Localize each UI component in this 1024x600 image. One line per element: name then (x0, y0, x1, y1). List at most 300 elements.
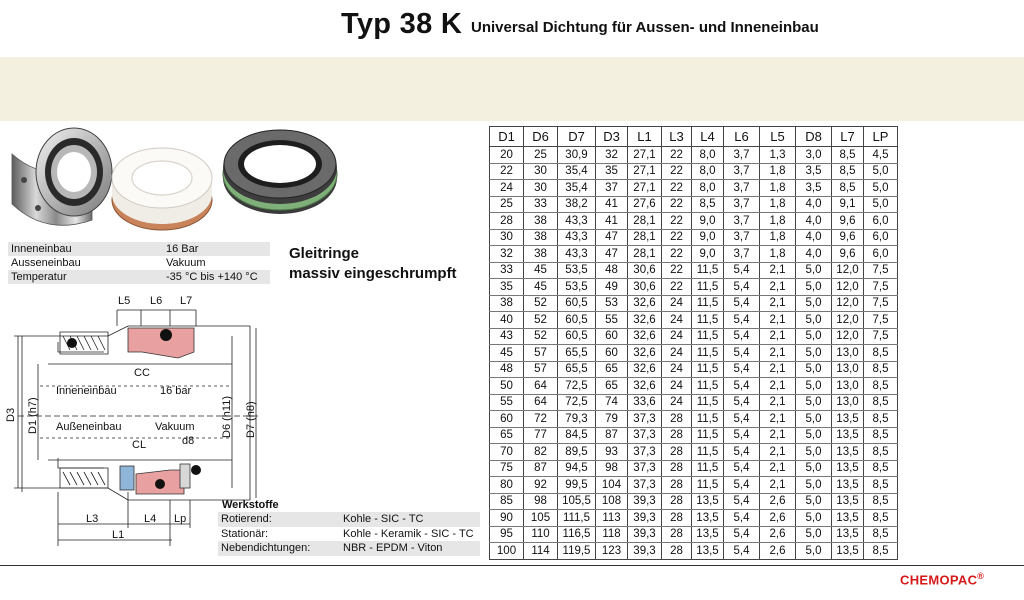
table-cell: 22 (662, 163, 692, 180)
table-cell: 13,5 (692, 493, 724, 510)
werkstoffe-label: Stationär: (221, 527, 269, 540)
table-cell: 24 (490, 180, 524, 197)
table-cell: 8,5 (864, 361, 898, 378)
table-cell: 38 (524, 213, 558, 230)
seal-photo-oring (220, 128, 340, 218)
table-cell: 8,5 (832, 180, 864, 197)
table-cell: 27,1 (628, 147, 662, 164)
table-cell: 116,5 (558, 526, 596, 543)
table-cell: 2,1 (760, 312, 796, 329)
table-cell: 9,1 (832, 196, 864, 213)
table-cell: 2,6 (760, 526, 796, 543)
table-cell: 32,6 (628, 312, 662, 329)
table-cell: 9,0 (692, 213, 724, 230)
table-cell: 12,0 (832, 262, 864, 279)
table-cell: 6,0 (864, 246, 898, 263)
column-header-d8: D8 (796, 127, 832, 147)
table-cell: 2,6 (760, 510, 796, 527)
seal-photo-ceramic (106, 134, 218, 234)
table-cell: 5,4 (724, 543, 760, 560)
label-l6: L6 (150, 295, 163, 307)
brand-logo (900, 571, 984, 587)
table-cell: 5,0 (796, 279, 832, 296)
table-cell: 8,5 (864, 477, 898, 494)
table-cell: 22 (662, 196, 692, 213)
column-header-d3: D3 (596, 127, 628, 147)
table-cell: 79,3 (558, 411, 596, 428)
table-cell: 11,5 (692, 477, 724, 494)
table-cell: 37,3 (628, 477, 662, 494)
table-cell: 8,5 (864, 444, 898, 461)
table-cell: 8,5 (864, 460, 898, 477)
table-cell: 28 (662, 477, 692, 494)
table-row (490, 378, 898, 395)
table-cell: 5,0 (864, 163, 898, 180)
table-cell: 8,5 (864, 427, 898, 444)
table-cell: 28,1 (628, 213, 662, 230)
table-cell: 5,0 (796, 543, 832, 560)
table-cell: 65,5 (558, 361, 596, 378)
table-cell: 5,4 (724, 262, 760, 279)
table-cell: 60,5 (558, 295, 596, 312)
table-cell: 33 (490, 262, 524, 279)
table-cell: 5,4 (724, 328, 760, 345)
table-row (490, 229, 898, 246)
table-cell: 13,5 (832, 477, 864, 494)
table-cell: 3,7 (724, 246, 760, 263)
table-cell: 22 (662, 147, 692, 164)
table-cell: 5,0 (864, 180, 898, 197)
table-cell: 5,4 (724, 411, 760, 428)
table-cell: 113 (596, 510, 628, 527)
table-cell: 79 (596, 411, 628, 428)
table-cell: 27,1 (628, 180, 662, 197)
table-cell: 3,7 (724, 196, 760, 213)
table-cell: 123 (596, 543, 628, 560)
spec-row (8, 270, 270, 284)
table-cell: 12,0 (832, 295, 864, 312)
table-cell: 75 (490, 460, 524, 477)
table-cell: 30 (524, 163, 558, 180)
spec-value: Vakuum (166, 257, 206, 269)
table-cell: 52 (524, 295, 558, 312)
table-cell: 11,5 (692, 427, 724, 444)
gleitringe-line-2: massiv eingeschrumpft (289, 265, 457, 282)
label-d3: D3 (5, 407, 17, 422)
table-row (490, 493, 898, 510)
table-cell: 37 (596, 180, 628, 197)
table-cell: 5,4 (724, 361, 760, 378)
table-cell: 4,0 (796, 229, 832, 246)
table-cell: 13,5 (692, 543, 724, 560)
table-cell: 8,5 (864, 411, 898, 428)
table-cell: 1,8 (760, 246, 796, 263)
table-cell: 8,5 (864, 493, 898, 510)
table-cell: 5,4 (724, 312, 760, 329)
table-cell: 1,3 (760, 147, 796, 164)
table-cell: 5,0 (796, 477, 832, 494)
table-cell: 9,6 (832, 229, 864, 246)
table-cell: 32 (490, 246, 524, 263)
table-row (490, 543, 898, 560)
spec-value: 16 Bar (163, 242, 270, 256)
label-l1: L1 (112, 529, 125, 541)
table-cell: 11,5 (692, 328, 724, 345)
table-cell: 2,6 (760, 493, 796, 510)
label-lp: Lp (174, 513, 187, 525)
table-cell: 32,6 (628, 328, 662, 345)
table-cell: 32,6 (628, 345, 662, 362)
table-cell: 5,0 (796, 394, 832, 411)
table-cell: 60 (596, 328, 628, 345)
label-l4: L4 (144, 513, 157, 525)
table-cell: 13,0 (832, 345, 864, 362)
table-cell: 2,1 (760, 345, 796, 362)
table-cell: 30,6 (628, 279, 662, 296)
label-vakuum: Vakuum (155, 421, 195, 433)
label-l3: L3 (86, 513, 99, 525)
table-cell: 2,1 (760, 411, 796, 428)
column-header-l6: L6 (724, 127, 760, 147)
werkstoffe-label: Nebendichtungen: (218, 541, 340, 556)
table-cell: 6,0 (864, 229, 898, 246)
table-cell: 13,5 (832, 444, 864, 461)
table-cell: 8,5 (864, 345, 898, 362)
table-cell: 2,1 (760, 477, 796, 494)
pin (180, 464, 190, 488)
table-cell: 24 (662, 328, 692, 345)
column-header-d7: D7 (558, 127, 596, 147)
table-cell: 60,5 (558, 312, 596, 329)
table-cell: 64 (524, 378, 558, 395)
table-row (490, 147, 898, 164)
table-cell: 3,0 (796, 147, 832, 164)
table-cell: 13,5 (832, 526, 864, 543)
label-cc: CC (134, 367, 150, 379)
column-header-d1: D1 (490, 127, 524, 147)
table-cell: 2,1 (760, 460, 796, 477)
table-cell: 8,0 (692, 180, 724, 197)
table-cell: 22 (662, 262, 692, 279)
label-d7: D7 (h8) (245, 401, 257, 438)
table-cell: 93 (596, 444, 628, 461)
table-cell: 3,7 (724, 180, 760, 197)
table-cell: 57 (524, 361, 558, 378)
table-cell: 65 (596, 378, 628, 395)
page-subtitle: Universal Dichtung für Aussen- und Inneneinbau (471, 19, 819, 36)
table-cell: 9,0 (692, 246, 724, 263)
table-row (490, 295, 898, 312)
table-cell: 6,0 (864, 213, 898, 230)
table-cell: 25 (524, 147, 558, 164)
table-cell: 38,2 (558, 196, 596, 213)
label-d6: D6 (h11) (221, 396, 233, 438)
table-cell: 7,5 (864, 312, 898, 329)
table-cell: 24 (662, 345, 692, 362)
table-cell: 111,5 (558, 510, 596, 527)
spec-label: Ausseneinbau (11, 257, 81, 269)
table-cell: 72 (524, 411, 558, 428)
title-row (0, 0, 1024, 57)
table-cell: 43,3 (558, 229, 596, 246)
table-cell: 5,4 (724, 378, 760, 395)
table-cell: 47 (596, 246, 628, 263)
table-cell: 38 (524, 246, 558, 263)
table-cell: 37,3 (628, 411, 662, 428)
table-cell: 57 (524, 345, 558, 362)
table-cell: 5,0 (864, 196, 898, 213)
table-cell: 5,0 (796, 262, 832, 279)
table-cell: 4,0 (796, 213, 832, 230)
table-cell: 5,4 (724, 510, 760, 527)
table-cell: 9,0 (692, 229, 724, 246)
table-cell: 55 (596, 312, 628, 329)
table-cell: 53 (596, 295, 628, 312)
table-cell: 94,5 (558, 460, 596, 477)
table-cell: 99,5 (558, 477, 596, 494)
table-cell: 48 (596, 262, 628, 279)
table-cell: 5,4 (724, 279, 760, 296)
table-cell: 5,0 (796, 312, 832, 329)
table-cell: 2,1 (760, 394, 796, 411)
table-cell: 95 (490, 526, 524, 543)
column-header-l7: L7 (832, 127, 864, 147)
table-cell: 22 (662, 180, 692, 197)
table-cell: 60 (490, 411, 524, 428)
table-cell: 37,3 (628, 460, 662, 477)
table-cell: 11,5 (692, 378, 724, 395)
table-cell: 12,0 (832, 328, 864, 345)
table-cell: 5,0 (796, 411, 832, 428)
table-cell: 38 (524, 229, 558, 246)
table-cell: 11,5 (692, 444, 724, 461)
table-cell: 2,1 (760, 279, 796, 296)
werkstoffe-table (218, 512, 480, 556)
table-cell: 5,0 (796, 444, 832, 461)
table-cell: 7,5 (864, 328, 898, 345)
spec-label: Inneneinbau (8, 242, 163, 256)
dimension-table (489, 126, 898, 560)
table-cell: 5,4 (724, 345, 760, 362)
table-cell: 2,6 (760, 543, 796, 560)
table-cell: 37,3 (628, 444, 662, 461)
table-cell: 9,6 (832, 213, 864, 230)
table-cell: 35 (596, 163, 628, 180)
table-cell: 60 (596, 345, 628, 362)
table-cell: 5,4 (724, 444, 760, 461)
table-cell: 40 (490, 312, 524, 329)
table-row (490, 460, 898, 477)
table-row (490, 312, 898, 329)
table-cell: 72,5 (558, 378, 596, 395)
header-band (0, 57, 1024, 121)
table-cell: 28 (662, 427, 692, 444)
table-cell: 80 (490, 477, 524, 494)
table-cell: 2,1 (760, 262, 796, 279)
table-row (490, 345, 898, 362)
table-cell: 35 (490, 279, 524, 296)
table-cell: 11,5 (692, 312, 724, 329)
table-cell: 13,5 (832, 493, 864, 510)
table-cell: 77 (524, 427, 558, 444)
table-cell: 118 (596, 526, 628, 543)
spec-row (8, 256, 270, 270)
table-row (490, 526, 898, 543)
table-cell: 32,6 (628, 378, 662, 395)
table-cell: 5,4 (724, 295, 760, 312)
table-cell: 60,5 (558, 328, 596, 345)
table-cell: 5,0 (796, 493, 832, 510)
table-row (490, 196, 898, 213)
table-cell: 105,5 (558, 493, 596, 510)
table-cell: 3,5 (796, 180, 832, 197)
table-cell: 5,0 (796, 460, 832, 477)
table-cell: 5,0 (796, 427, 832, 444)
table-cell: 30 (524, 180, 558, 197)
table-cell: 13,5 (692, 510, 724, 527)
table-cell: 3,7 (724, 229, 760, 246)
table-cell: 8,5 (864, 394, 898, 411)
spec-row (8, 242, 270, 256)
table-cell: 13,5 (832, 510, 864, 527)
table-row (490, 361, 898, 378)
werkstoffe-row (218, 541, 480, 556)
table-row (490, 180, 898, 197)
table-cell: 30 (490, 229, 524, 246)
table-cell: 28 (490, 213, 524, 230)
werkstoffe-value: NBR - EPDM - Viton (340, 541, 480, 556)
table-cell: 4,0 (796, 196, 832, 213)
table-cell: 105 (524, 510, 558, 527)
table-cell: 52 (524, 328, 558, 345)
table-cell: 8,5 (832, 163, 864, 180)
seal-photo-steel (6, 124, 118, 239)
table-cell: 1,8 (760, 213, 796, 230)
table-cell: 53,5 (558, 262, 596, 279)
table-cell: 27,6 (628, 196, 662, 213)
table-cell: 24 (662, 361, 692, 378)
table-cell: 8,5 (864, 510, 898, 527)
table-cell: 28 (662, 411, 692, 428)
table-cell: 7,5 (864, 295, 898, 312)
table-cell: 13,0 (832, 361, 864, 378)
column-header-l5: L5 (760, 127, 796, 147)
table-cell: 119,5 (558, 543, 596, 560)
table-cell: 47 (596, 229, 628, 246)
table-cell: 13,5 (832, 427, 864, 444)
table-cell: 5,4 (724, 477, 760, 494)
label-d1: D1 (h7) (27, 397, 39, 434)
footer-divider (0, 565, 1024, 566)
table-cell: 12,0 (832, 279, 864, 296)
table-cell: 30,9 (558, 147, 596, 164)
table-cell: 89,5 (558, 444, 596, 461)
table-cell: 98 (596, 460, 628, 477)
table-cell: 35,4 (558, 180, 596, 197)
table-cell: 65 (490, 427, 524, 444)
table-cell: 28 (662, 543, 692, 560)
table-cell: 43,3 (558, 246, 596, 263)
table-cell: 48 (490, 361, 524, 378)
table-cell: 22 (662, 213, 692, 230)
table-row (490, 411, 898, 428)
table-cell: 13,5 (832, 460, 864, 477)
table-cell: 3,7 (724, 147, 760, 164)
table-cell: 28 (662, 444, 692, 461)
table-row (490, 246, 898, 263)
table-cell: 3,7 (724, 213, 760, 230)
table-cell: 11,5 (692, 345, 724, 362)
label-l7: L7 (180, 295, 193, 307)
table-cell: 2,1 (760, 328, 796, 345)
table-cell: 3,5 (796, 163, 832, 180)
table-cell: 1,8 (760, 229, 796, 246)
table-cell: 90 (490, 510, 524, 527)
spec-label: Temperatur (8, 270, 163, 284)
dimension-header-row (490, 127, 898, 147)
table-cell: 33,6 (628, 394, 662, 411)
table-cell: 33 (524, 196, 558, 213)
column-header-lp: LP (864, 127, 898, 147)
table-cell: 49 (596, 279, 628, 296)
table-cell: 8,5 (864, 543, 898, 560)
table-cell: 24 (662, 378, 692, 395)
table-cell: 85 (490, 493, 524, 510)
table-cell: 37,3 (628, 427, 662, 444)
table-cell: 24 (662, 394, 692, 411)
table-cell: 4,0 (796, 246, 832, 263)
table-cell: 27,1 (628, 163, 662, 180)
table-cell: 11,5 (692, 295, 724, 312)
table-cell: 22 (662, 279, 692, 296)
table-cell: 13,0 (832, 378, 864, 395)
gleitringe-note (289, 244, 457, 284)
table-cell: 5,4 (724, 427, 760, 444)
table-cell: 45 (524, 262, 558, 279)
table-cell: 11,5 (692, 262, 724, 279)
table-cell: 32,6 (628, 295, 662, 312)
label-16bar: 16 bar (160, 385, 192, 397)
werkstoffe-label: Rotierend: (218, 512, 340, 527)
table-cell: 82 (524, 444, 558, 461)
table-cell: 104 (596, 477, 628, 494)
table-cell: 39,3 (628, 543, 662, 560)
label-ausseneinbau: Außeneinbau (56, 421, 122, 433)
column-header-l1: L1 (628, 127, 662, 147)
table-cell: 5,0 (796, 526, 832, 543)
table-cell: 5,4 (724, 460, 760, 477)
table-row (490, 444, 898, 461)
table-cell: 100 (490, 543, 524, 560)
table-cell: 7,5 (864, 279, 898, 296)
table-cell: 8,5 (832, 147, 864, 164)
table-cell: 30,6 (628, 262, 662, 279)
table-cell: 5,0 (796, 361, 832, 378)
table-cell: 55 (490, 394, 524, 411)
table-cell: 50 (490, 378, 524, 395)
table-cell: 20 (490, 147, 524, 164)
table-cell: 39,3 (628, 510, 662, 527)
table-cell: 13,5 (832, 543, 864, 560)
table-row (490, 477, 898, 494)
table-row (490, 328, 898, 345)
table-cell: 87 (524, 460, 558, 477)
table-cell: 1,8 (760, 163, 796, 180)
table-cell: 87 (596, 427, 628, 444)
table-cell: 45 (490, 345, 524, 362)
table-cell: 108 (596, 493, 628, 510)
table-cell: 5,0 (796, 295, 832, 312)
